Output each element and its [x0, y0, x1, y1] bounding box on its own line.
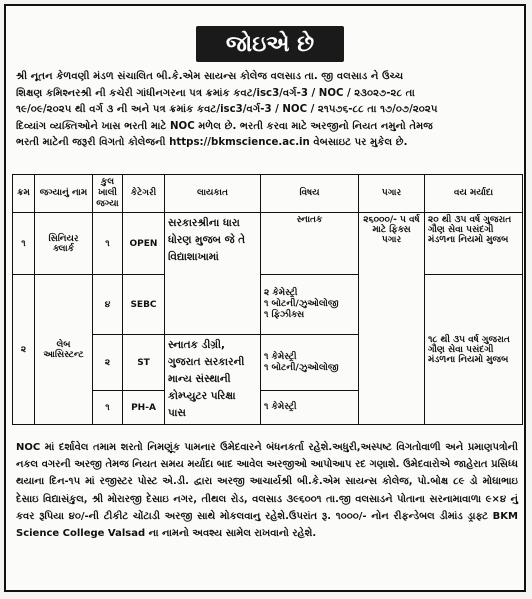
- cell-post: સિનિયર ક્લાર્ક: [35, 213, 93, 275]
- col-header-salary: પગાર: [359, 175, 425, 213]
- cell-count: ૪: [93, 275, 123, 335]
- cell-category: OPEN: [123, 213, 165, 275]
- header-band: [6, 6, 524, 68]
- col-header-post: જગ્યાનું નામ: [35, 175, 93, 213]
- cell-subject: ૧ કેમેસ્ટ્રી ૧ બોટની/ઝુઓલોજી: [261, 335, 359, 391]
- cell-count: ૨: [93, 335, 123, 391]
- col-header-count: કુલ ખાલી જગ્યા: [93, 175, 123, 213]
- cell-category: PH-A: [123, 391, 165, 425]
- ad-title: જોઇએ છે: [196, 26, 344, 62]
- col-header-qualification: લાયકાત: [165, 175, 261, 213]
- table-header-row: [13, 175, 523, 213]
- cell-subject: ૧ કેમેસ્ટ્રી: [261, 391, 359, 425]
- cell-category: SEBC: [123, 275, 165, 335]
- cell-qualification: સ્નાતક ડીગ્રી, ગુજરાત સરકારની માન્ય સંસ્થાની કોમ્પ્યુટર પરિક્ષા પાસ: [165, 335, 261, 425]
- vacancy-table: [12, 174, 523, 425]
- cell-count: ૧: [93, 213, 123, 275]
- cell-age: ૨૦ થી ૩૫ વર્ષ ગુજરાત ગૌણ સેવા પસંદગી મંડળના નિયમો મુજબ: [425, 213, 523, 275]
- cell-count: ૧: [93, 391, 123, 425]
- col-header-category: કેટેગરી: [123, 175, 165, 213]
- cell-category: ST: [123, 335, 165, 391]
- cell-sr: ૨: [13, 275, 35, 425]
- intro-line: [16, 135, 516, 152]
- col-header-sr: ક્રમ: [13, 175, 35, 213]
- intro-line: દિવ્યાંગ વ્યક્તિઓને ખાસ ભરતી માટે NOC મળેલ છે. ભરતી કરવા માટે અરજીનો નિયત નમુનો તેમજ: [16, 120, 433, 132]
- job-advertisement: [4, 4, 526, 592]
- cell-salary: ૨૬૦૦૦/- ૫ વર્ષ માટે ફિક્સ પગાર: [359, 213, 425, 425]
- cell-sr: ૧: [13, 213, 35, 275]
- intro-line: શ્રી નૂતન કેળવણી મંડળ સંચાલિત બી.કે.એમ સાયન્સ કોલેજ વલસાડ તા. જી વલસાડ ને ઉચ્ચ: [16, 71, 404, 82]
- cell-subject: સ્નાતક: [261, 213, 359, 275]
- intro-text: ભરતી માટેની જરૂરી વિગતો કોલેજની: [16, 137, 170, 148]
- col-header-subject: વિષય: [261, 175, 359, 213]
- intro-paragraph: [16, 69, 516, 152]
- cell-subject: ૨ કેમેસ્ટ્રી ૧ બોટની/ઝુઓલોજી ૧ ફિઝીક્સ: [261, 275, 359, 335]
- col-header-age: વય મર્યાદા: [425, 175, 523, 213]
- intro-line: શિક્ષણ કમિશ્નરશ્રી ની કચેરી ગાંધીનગરના પત્ર ક્રમાંક કવટ/isc3/વર્ગ-3 / NOC / ૨૩૦૨૭-૨૮ તા: [16, 87, 415, 99]
- intro-text: વેબસાઇટ પર મુકેલ છે.: [309, 137, 408, 148]
- table-row: [13, 213, 523, 275]
- cell-post: લેબ આસિસ્ટન્ટ: [35, 275, 93, 425]
- intro-line: ૧૯/૦૯/૨૦૨૫ થી વર્ગ ૩ ની અને પત્ર ક્રમાંક કવટ/isc3/વર્ગ-3 / NOC / ૨૧૫૭૬-૮૮ તા ૧૭/૦૭/૨૦૨૫: [16, 104, 438, 115]
- cell-age: ૧૮ થી ૩૫ વર્ષ ગુજરાત ગૌણ સેવા પસંદગી મંડળના નિયમો મુજબ: [425, 275, 523, 425]
- cell-qualification: સરકારશ્રીના ધારા ધોરણ મુજબ જે તે વિદ્યાશાખામાં: [165, 213, 261, 335]
- table-row: [13, 275, 523, 335]
- college-website-link[interactable]: https://bkmscience.ac.in: [169, 137, 310, 148]
- footer-terms: NOC માં દર્શાવેલ તમામ શરતો નિમણૂંક પામનાર ઉમેદવારને બંધનકર્તા રહેશે.અધુરી,અસ્પષ્ટ વિગતોવાળી અને પ્રમાણપત્રોની નકલ વગરની અરજી તેમજ નિયત સમય મર્યાદા બાદ આવેલ અરજીઓ આપોઆપ રદ ગણાશે. ઉમેદવારોએ જાહેરાત પ્રસિધ્ધ થયાના દિન-૧૫ માં રજીસ્ટર પોસ્ટ એ.ડી. દ્વારા અરજી આચાર્યશ્રી બી.કે.એમ સાયન્સ કોલેજ, પો.બોક્ષ ૮૯ ડો મોઘાભાઇ દેસાઇ વિદ્યાસંકુલ, શ્રી મોરારજી દેસાઇ નગર, તીથલ રોડ, વલસાડ ૩૯૬૦૦૧ તા.જી વલસાડને પોતાના સરનામાવાળા ૯×૪ નું કવર રૂપિયા ૪૦/-ની ટીકીટ ચોંટાડી અરજી સાથે મોકલવાનુ રહેશે.ઉપરાંત રૂ. ૧૦૦૦/- નોન રીફન્ડેબલ ડીમાંડ ડ્રાફ્ટ BKM Science College Valsad ના નામનો અવશ્ય સામેલ રાખવાનો રહેશે.: [16, 442, 518, 540]
